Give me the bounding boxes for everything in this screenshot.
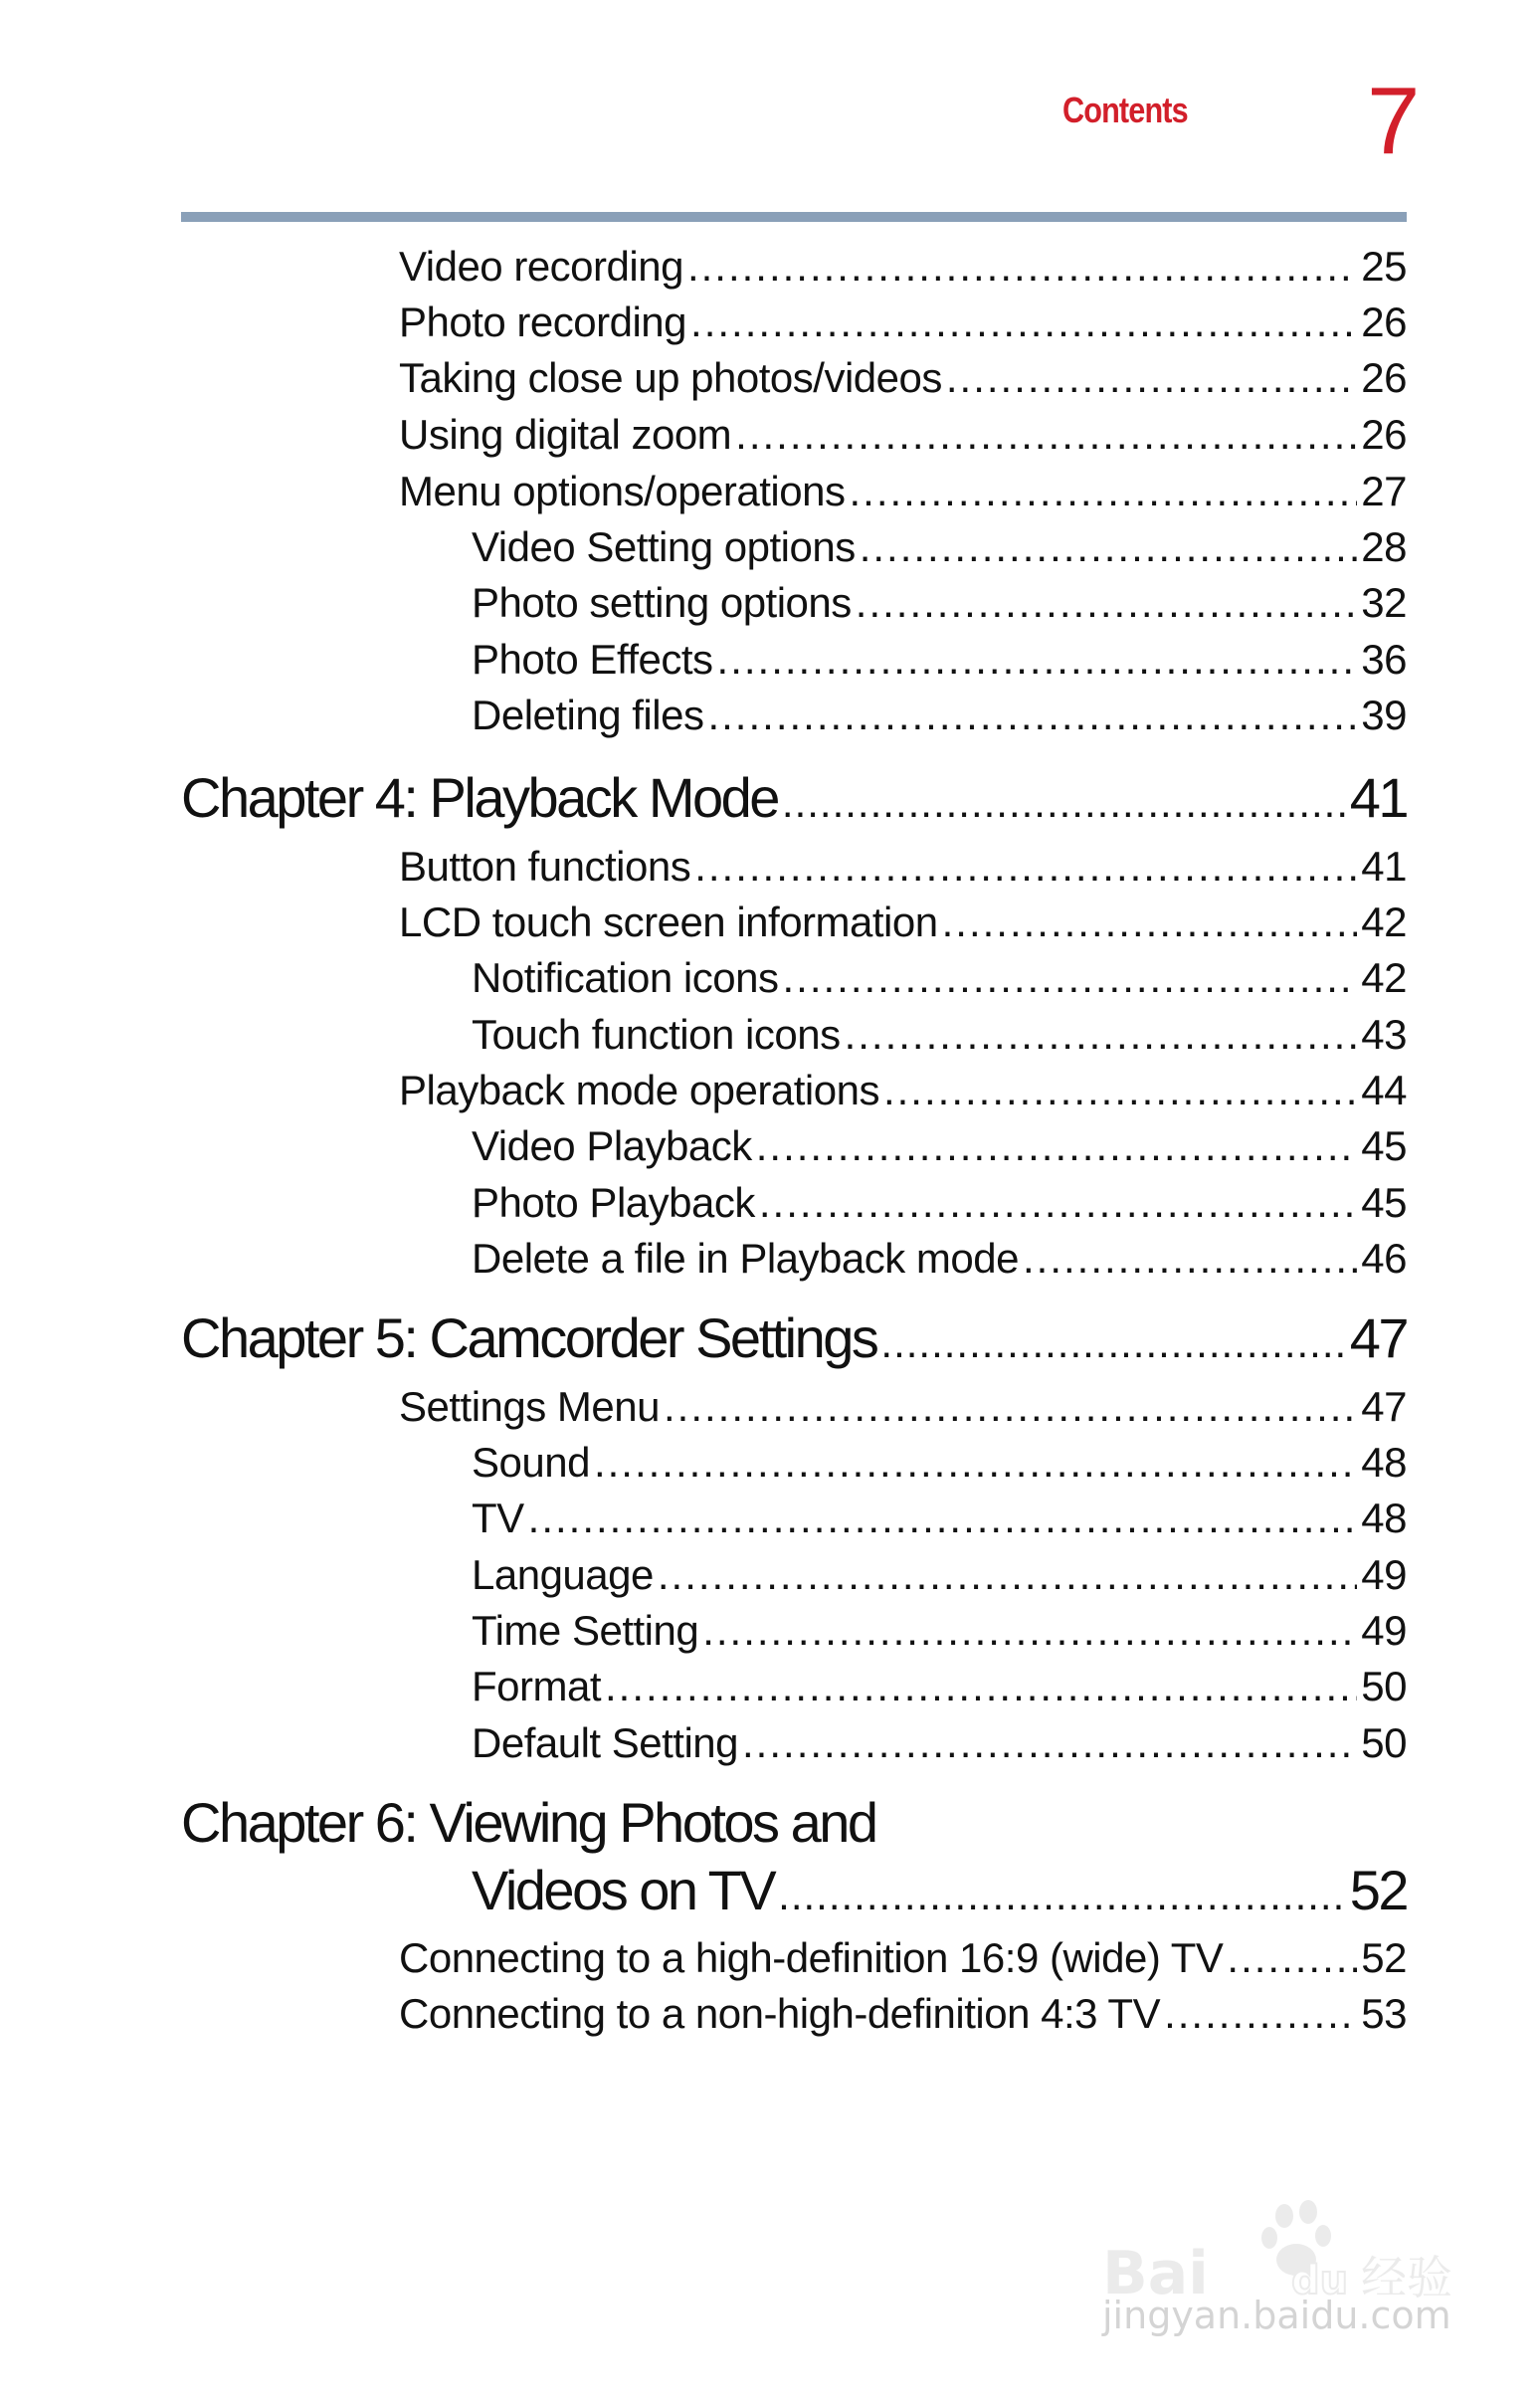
toc-entry-page: 42	[1361, 954, 1407, 1001]
page-number: 7	[1367, 68, 1421, 174]
toc-entry-page: 49	[1361, 1607, 1407, 1654]
leader-dots	[702, 1604, 1357, 1658]
toc-entry-label: Video Setting options	[472, 523, 856, 570]
toc-entry-label: Notification icons	[472, 954, 779, 1001]
leader-dots	[849, 465, 1357, 518]
toc-chapter-label: Chapter 4: Playback Mode	[181, 766, 778, 829]
toc-entry[interactable]	[472, 520, 1407, 574]
toc-entry[interactable]	[399, 1380, 1407, 1434]
toc-entry[interactable]	[472, 1176, 1407, 1230]
leader-dots	[856, 576, 1358, 630]
svg-text:du: du	[1291, 2258, 1349, 2303]
toc-entry-page: 36	[1361, 636, 1407, 683]
toc-entry-page: 47	[1349, 1306, 1407, 1369]
leader-dots	[845, 1008, 1358, 1062]
watermark-url: jingyan.baidu.com	[1102, 2294, 1451, 2337]
toc-entry-page: 26	[1361, 411, 1407, 458]
toc-entry-page: 53	[1361, 1990, 1407, 2037]
leader-dots	[1164, 1987, 1357, 2041]
toc-entry-label: Taking close up photos/videos	[399, 354, 942, 401]
leader-dots	[528, 1492, 1358, 1545]
toc-entry-page: 26	[1361, 354, 1407, 401]
leader-dots	[946, 351, 1357, 405]
toc-entry-label: Touch function icons	[472, 1011, 841, 1058]
toc-entry[interactable]	[399, 896, 1407, 949]
toc-entry[interactable]	[399, 296, 1407, 349]
toc-entry[interactable]	[399, 840, 1407, 894]
leader-dots	[778, 1864, 1346, 1927]
svg-text:经验: 经验	[1361, 2251, 1452, 2304]
leader-dots	[759, 1176, 1357, 1230]
leader-dots	[942, 896, 1358, 949]
leader-dots	[707, 689, 1357, 742]
toc-entry-page: 50	[1361, 1663, 1407, 1709]
toc-chapter-entry[interactable]	[181, 766, 1407, 835]
toc-entry-label: Using digital zoom	[399, 411, 732, 458]
leader-dots	[690, 296, 1357, 349]
toc-entry-label: Playback mode operations	[399, 1067, 879, 1113]
toc-entry-page: 46	[1361, 1235, 1407, 1282]
toc-entry-label: Photo recording	[399, 299, 687, 345]
toc-entry-page: 43	[1361, 1011, 1407, 1058]
toc-entry-page: 48	[1361, 1495, 1407, 1541]
toc-entry-page: 26	[1361, 299, 1407, 345]
leader-dots	[1227, 1931, 1357, 1985]
toc-entry-label: Photo Effects	[472, 636, 713, 683]
toc-chapter-entry[interactable]	[181, 1306, 1407, 1375]
toc-entry-page: 52	[1349, 1859, 1407, 1921]
leader-dots	[687, 240, 1357, 294]
leader-dots	[860, 520, 1358, 574]
toc-entry[interactable]	[472, 951, 1407, 1005]
toc-entry-page: 48	[1361, 1439, 1407, 1486]
toc-entry-label: Connecting to a non-high-definition 4:3 TV	[399, 1990, 1161, 2037]
toc-entry-label: Time Setting	[472, 1607, 699, 1654]
toc-chapter-label-continued: Videos on TV	[472, 1859, 775, 1921]
toc-entry-page: 45	[1361, 1179, 1407, 1226]
leader-dots	[658, 1548, 1357, 1602]
toc-entry[interactable]	[472, 1119, 1407, 1173]
toc-entry-label: Sound	[472, 1439, 590, 1486]
toc-entry-page: 44	[1361, 1067, 1407, 1113]
toc-entry[interactable]	[399, 408, 1407, 462]
toc-entry[interactable]	[399, 465, 1407, 518]
toc-entry-label: LCD touch screen information	[399, 899, 938, 945]
toc-entry-page: 39	[1361, 692, 1407, 738]
toc-entry[interactable]	[472, 689, 1407, 742]
toc-entry-label: Deleting files	[472, 692, 704, 738]
leader-dots	[694, 840, 1357, 894]
toc-entry-page: 32	[1361, 579, 1407, 626]
toc-entry-label: Photo Playback	[472, 1179, 755, 1226]
leader-dots	[782, 951, 1357, 1005]
toc-entry-page: 49	[1361, 1551, 1407, 1598]
toc-entry-page: 27	[1361, 468, 1407, 514]
toc-entry[interactable]	[399, 240, 1407, 294]
toc-entry-page: 25	[1361, 243, 1407, 290]
toc-entry[interactable]	[399, 1064, 1407, 1117]
toc-entry[interactable]	[472, 1232, 1407, 1286]
toc-chapter-entry[interactable]	[472, 1859, 1407, 1927]
toc-entry-page: 41	[1349, 766, 1407, 829]
toc-entry-label: Video recording	[399, 243, 683, 290]
leader-dots	[717, 633, 1358, 687]
toc-entry-label: Photo setting options	[472, 579, 852, 626]
toc-entry[interactable]	[399, 1931, 1407, 1985]
toc-entry[interactable]	[472, 1008, 1407, 1062]
toc-entry-label: Connecting to a high-definition 16:9 (wide) TV	[399, 1934, 1224, 1981]
toc-entry[interactable]	[472, 1604, 1407, 1658]
toc-entry[interactable]	[472, 1660, 1407, 1713]
toc-entry[interactable]	[472, 576, 1407, 630]
toc-entry-label: Language	[472, 1551, 654, 1598]
toc-entry[interactable]	[399, 1987, 1407, 2041]
toc-entry[interactable]	[472, 1716, 1407, 1770]
toc-entry-label: Settings Menu	[399, 1383, 660, 1430]
toc-entry-label: Menu options/operations	[399, 468, 846, 514]
leader-dots	[782, 771, 1346, 835]
toc-entry[interactable]	[472, 1548, 1407, 1602]
leader-dots	[756, 1119, 1358, 1173]
leader-dots	[1023, 1232, 1357, 1286]
leader-dots	[605, 1660, 1357, 1713]
toc-entry-page: 28	[1361, 523, 1407, 570]
toc-entry-label: TV	[472, 1495, 524, 1541]
toc-entry-page: 42	[1361, 899, 1407, 945]
leader-dots	[664, 1380, 1357, 1434]
leader-dots	[883, 1064, 1357, 1117]
toc-entry-page: 50	[1361, 1719, 1407, 1766]
leader-dots	[594, 1436, 1357, 1490]
toc-chapter-label[interactable]: Chapter 6: Viewing Photos and	[181, 1791, 876, 1854]
toc-entry[interactable]	[472, 1492, 1407, 1545]
toc-entry-page: 47	[1361, 1383, 1407, 1430]
toc-entry-label: Format	[472, 1663, 602, 1709]
toc-entry-label: Button functions	[399, 843, 691, 890]
toc-entry-label: Video Playback	[472, 1122, 752, 1169]
toc-entry[interactable]	[472, 633, 1407, 687]
leader-dots	[735, 408, 1357, 462]
toc-entry-label: Default Setting	[472, 1719, 739, 1766]
leader-dots	[742, 1716, 1357, 1770]
toc-chapter-label: Chapter 5: Camcorder Settings	[181, 1306, 877, 1369]
toc-entry[interactable]	[399, 351, 1407, 405]
svg-text:Bai: Bai	[1102, 2239, 1209, 2308]
running-header-label: Contents	[1062, 90, 1188, 130]
toc-entry-page: 52	[1361, 1934, 1407, 1981]
leader-dots	[880, 1311, 1345, 1375]
toc-entry-label: Delete a file in Playback mode	[472, 1235, 1019, 1282]
toc-entry-page: 41	[1361, 843, 1407, 890]
toc-entry-page: 45	[1361, 1122, 1407, 1169]
toc-entry[interactable]	[472, 1436, 1407, 1490]
